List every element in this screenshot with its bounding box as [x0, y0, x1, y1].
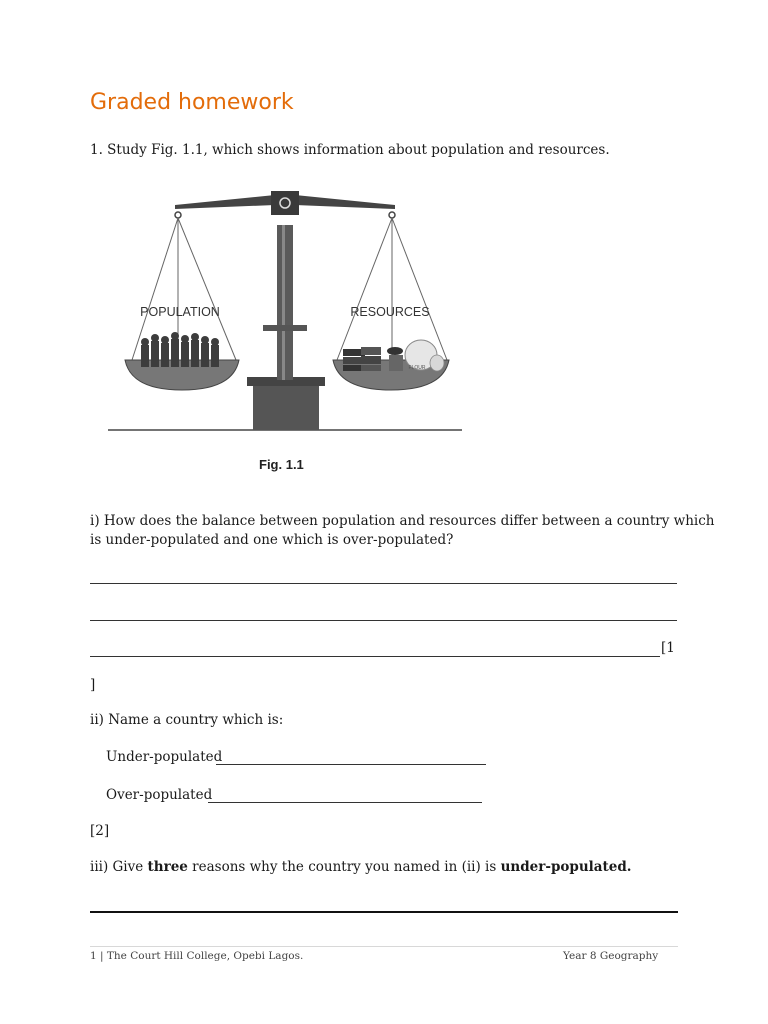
answer-line-1[interactable] — [90, 583, 677, 584]
pillar-crossbar — [263, 325, 307, 331]
over-populated-label: Over-populated — [106, 787, 213, 803]
answer-line-3[interactable] — [90, 656, 660, 657]
part-iii-question — [90, 858, 632, 877]
part-ii-question: ii) Name a country which is: — [90, 712, 284, 728]
question-1-intro: 1. Study Fig. 1.1, which shows information about population and resources. — [90, 142, 610, 158]
footer-divider — [90, 946, 678, 947]
sack-label: FLOUR — [408, 365, 426, 371]
part-i-marks-close: ] — [90, 677, 96, 693]
part-iii-bold-under-populated: under-populated. — [500, 859, 632, 875]
part-i-marks-open: [1 — [661, 640, 675, 656]
balance-scale-figure — [105, 185, 465, 435]
part-i-question-line1: i) How does the balance between population and resources differ between a country which — [90, 513, 715, 529]
scale-base — [253, 383, 319, 430]
under-populated-answer-line[interactable] — [216, 764, 486, 765]
part-iii-bold-three: three — [147, 859, 188, 875]
pivot-box — [271, 191, 299, 215]
page-title: Graded homework — [90, 90, 294, 115]
part-iii-middle: reasons why the country you named in (ii) is — [187, 859, 501, 875]
over-populated-answer-line[interactable] — [208, 802, 482, 803]
footer-right: Year 8 Geography — [563, 950, 659, 962]
part-iii-answer-line[interactable] — [90, 911, 678, 913]
footer-left: 1 | The Court Hill College, Opebi Lagos. — [90, 950, 304, 962]
part-i-question-line2: is under-populated and one which is over-populated? — [90, 532, 454, 548]
resources-label: RESOURCES — [350, 305, 430, 319]
under-populated-label: Under-populated — [106, 749, 223, 765]
population-label: POPULATION — [140, 305, 220, 319]
part-ii-marks: [2] — [90, 823, 110, 839]
answer-line-2[interactable] — [90, 620, 677, 621]
resources-pile — [343, 340, 444, 371]
figure-caption: Fig. 1.1 — [259, 457, 304, 472]
part-iii-prefix: iii) Give — [90, 859, 148, 875]
